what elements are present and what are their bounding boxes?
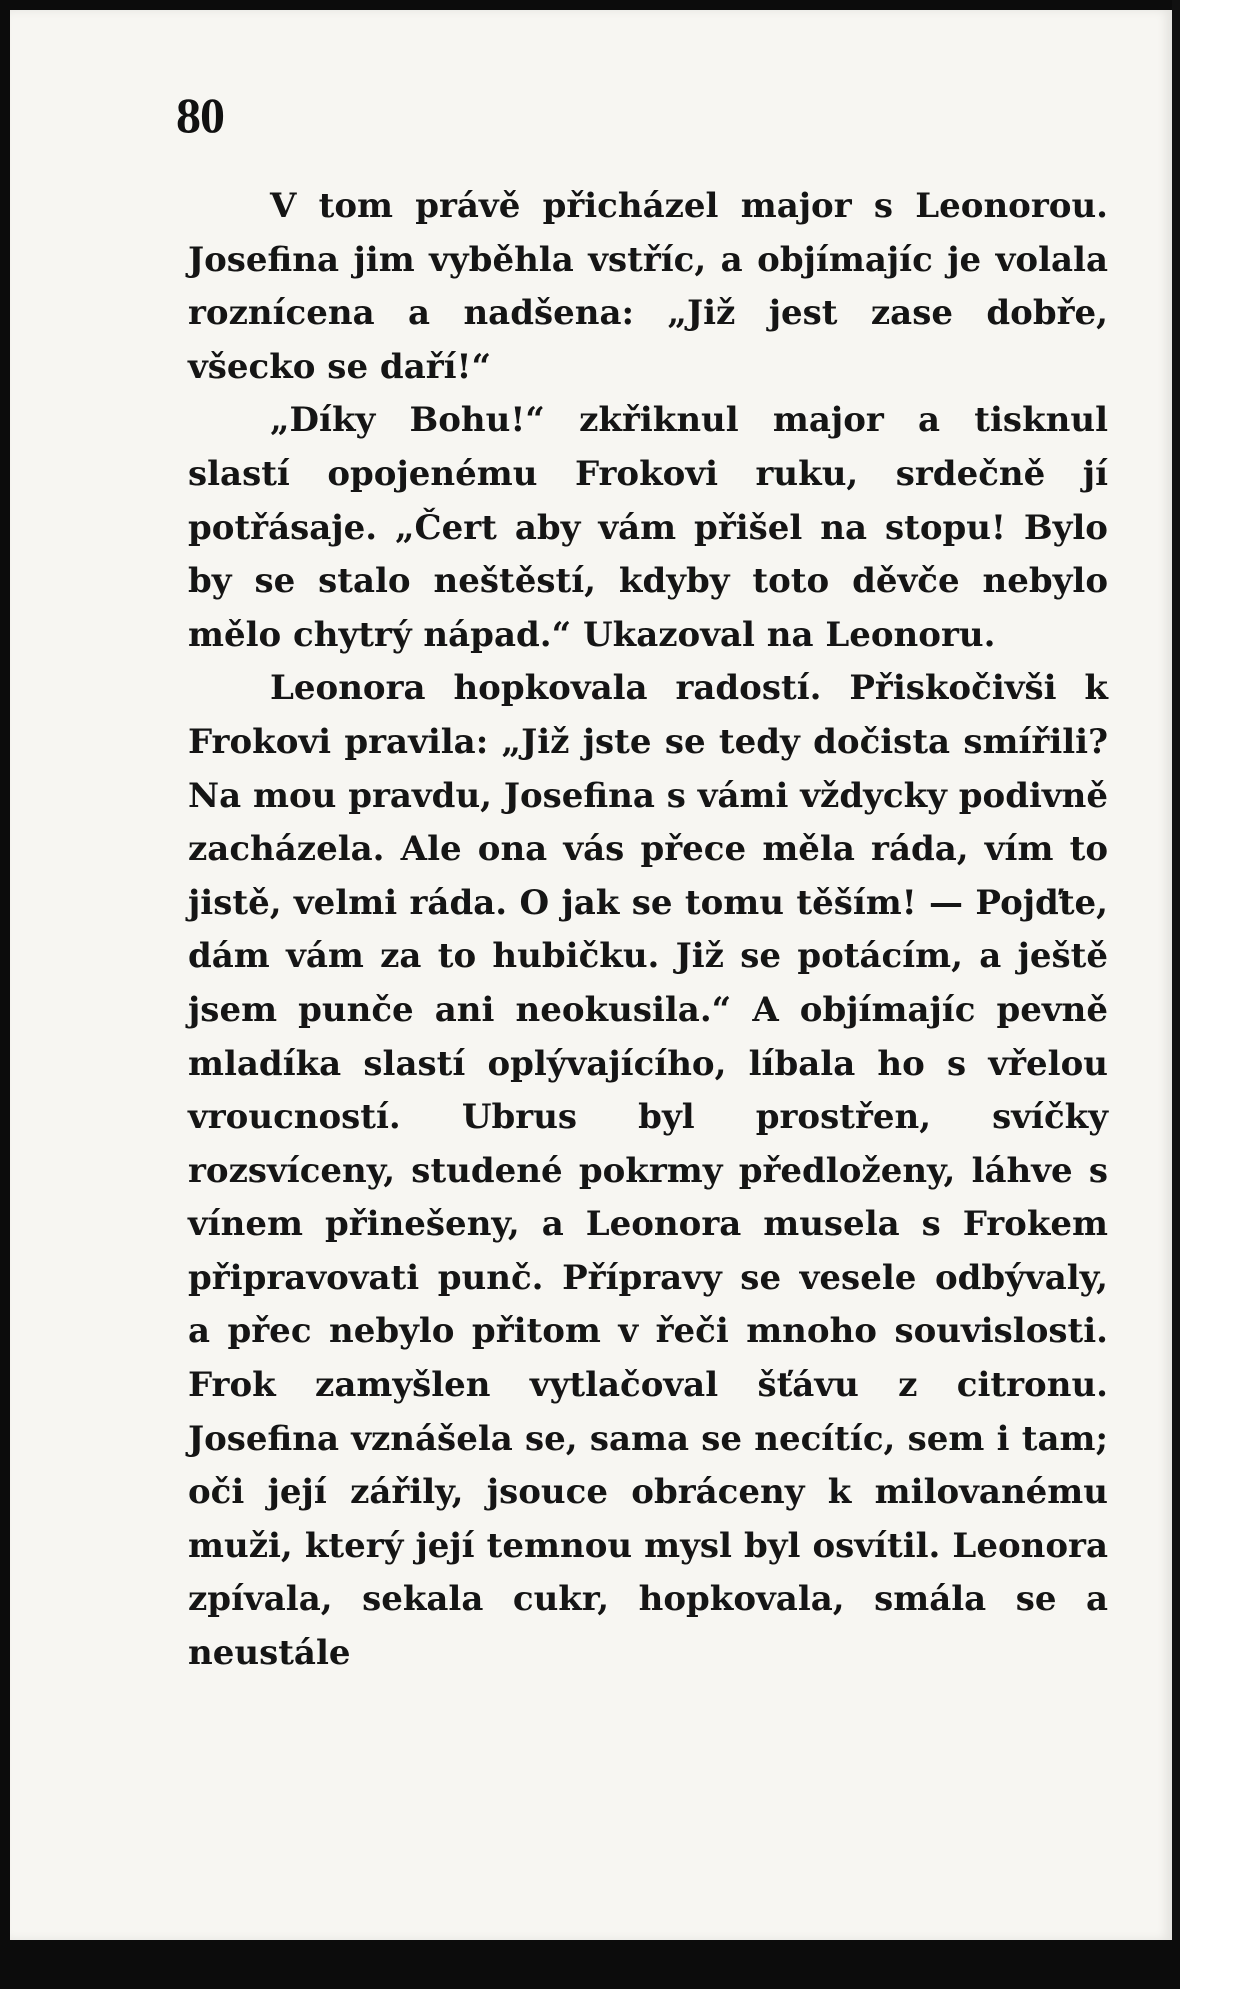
body-text bbox=[188, 180, 1108, 1681]
scan-border bbox=[0, 1940, 1180, 1989]
page-number: 80 bbox=[176, 87, 224, 143]
paragraph-1: V tom právě přicházel major s Leonorou. Josefina jim vyběhla vstříc, a objímajíc je volala roznícena a nadšena: „Již jest zase dobře, všecko se daří!“ bbox=[188, 186, 1108, 387]
book-page bbox=[10, 10, 1172, 1940]
paragraph-2: „Díky Bohu!“ zkřiknul major a tisknul slastí opojenému Frokovi ruku, srdečně jí potřásaje. „Čert aby vám přišel na stopu! Bylo by se stalo neštěstí, kdyby toto děvče nebylo mělo chytrý nápad.“ Ukazoval na Leonoru. bbox=[188, 400, 1108, 655]
paragraph-3: Leonora hopkovala radostí. Přiskočivši k Frokovi pravila: „Již jste se tedy dočista smířili? Na mou pravdu, Josefina s vámi vždycky podivně zacházela. Ale ona vás přece měla ráda, vím to jistě, velmi ráda. O jak se tomu těším! — Pojďte, dám vám za to hubičku. Již se potácím, a ještě jsem punče ani neokusila.“ A objímajíc pevně mladíka slastí oplývajícího, líbala ho s vřelou vroucností. Ubrus byl prostřen, svíčky rozsvíceny, studené pokrmy předloženy, láhve s vínem přinešeny, a Leonora musela s Frokem připravovati punč. Přípravy se vesele odbývaly, a přec nebylo přitom v řeči mnoho souvislosti. Frok zamyšlen vytlačoval šťávu z citronu. Josefina vznášela se, sama se necítíc, sem i tam; oči její zářily, jsouce obráceny k milovanému muži, který její temnou mysl byl osvítil. Leonora zpívala, sekala cukr, hopkovala, smála se a neustále bbox=[188, 668, 1108, 1674]
book-spine-edge bbox=[1172, 0, 1180, 1989]
facing-page-margin bbox=[1180, 0, 1248, 1989]
